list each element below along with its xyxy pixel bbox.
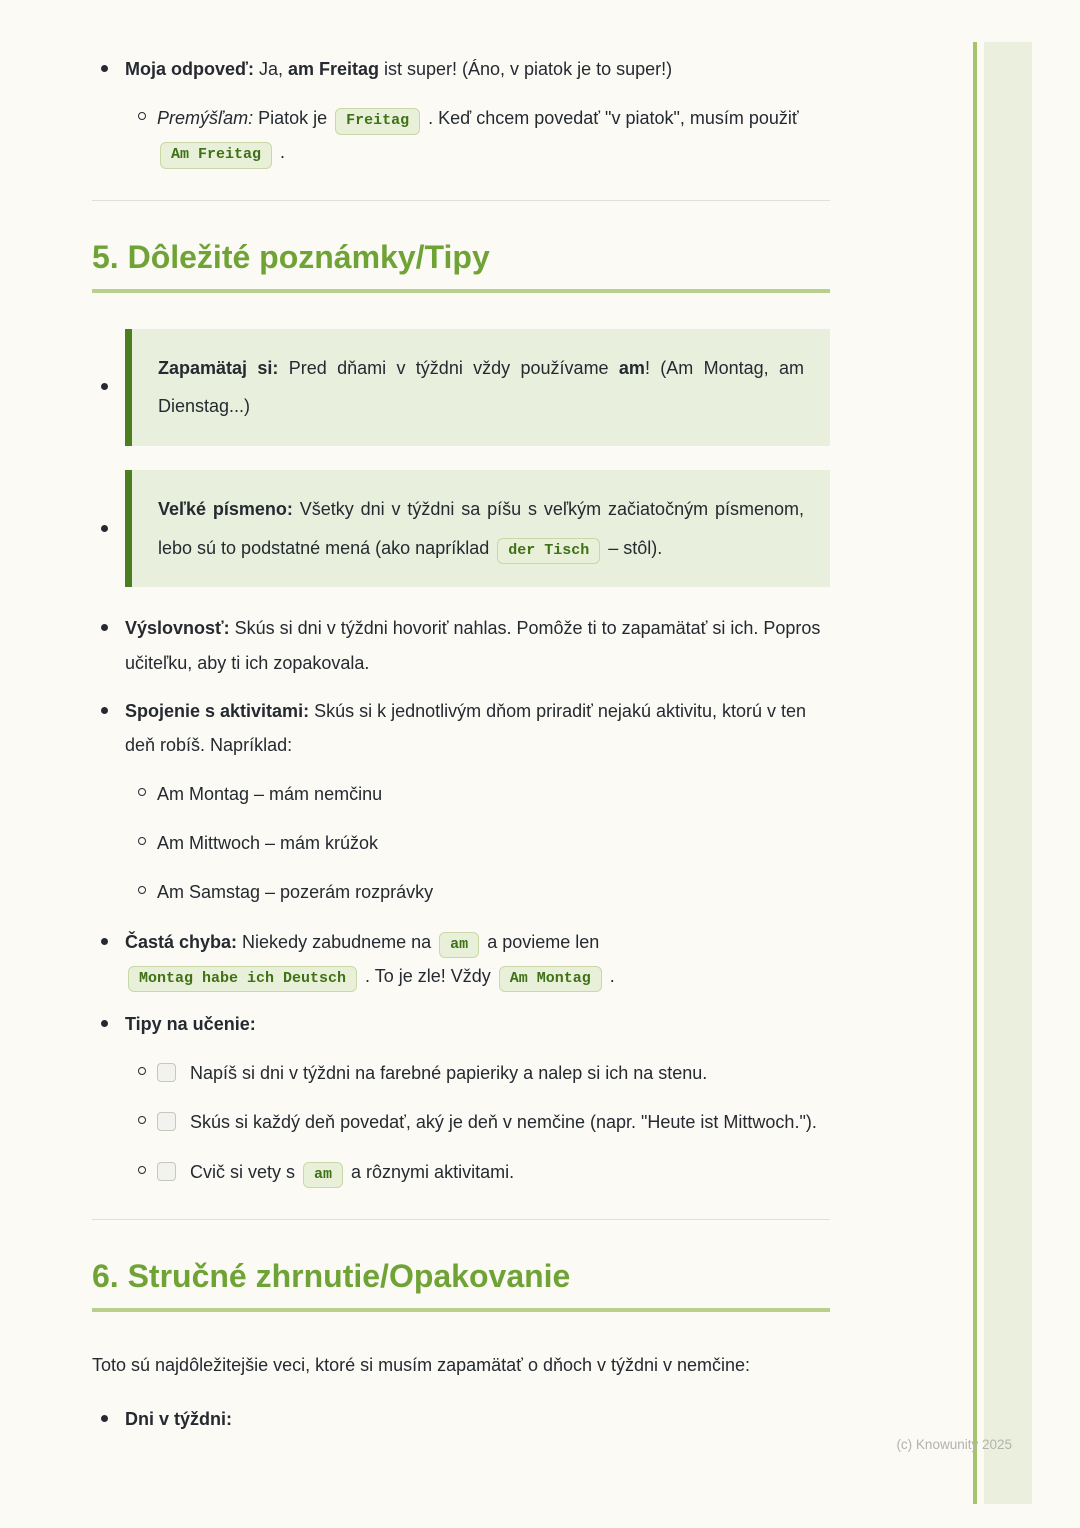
checkbox[interactable] (157, 1063, 176, 1082)
checkbox[interactable] (157, 1162, 176, 1181)
list-item-monday-example (127, 777, 830, 811)
intro-list (92, 52, 830, 170)
answer-text: Moja odpoveď: Ja, am Freitag ist super! (Áno, v piatok je to super!) (125, 59, 673, 79)
summary-intro: Toto sú najdôležitejšie veci, ktoré si musím zapamätať o dňoch v týždni v nemčine: (92, 1354, 751, 1375)
thinking-text: Premýšľam: Piatok je Freitag . Keď chcem povedať "v piatok", musím použiť Am Freitag . (157, 101, 830, 169)
checkbox[interactable] (157, 1112, 176, 1131)
list-item-thinking (127, 101, 830, 169)
list-item-activities (92, 694, 830, 910)
list-item-answer (92, 52, 830, 170)
callout-capitalization (125, 470, 830, 587)
inline-code-chip: Freitag (335, 108, 420, 135)
intro-sublist (127, 101, 830, 169)
footer-credit: (c) Knowunity 2025 (896, 1437, 1012, 1452)
section-6-heading: 6. Stručné zhrnutie/Opakovanie (92, 1256, 830, 1312)
inline-code-chip: am (439, 932, 479, 959)
inline-code-chip: der Tisch (497, 538, 600, 565)
learning-tips-checklist (127, 1056, 830, 1189)
list-item-pronunciation (92, 611, 830, 679)
checklist-item-practice (127, 1155, 830, 1189)
checklist-item-daily-say-text: Skús si každý deň povedať, aký je deň v nemčine (napr. "Heute ist Mittwoch."). (190, 1112, 817, 1133)
tips-list (92, 329, 830, 1189)
saturday-example-text: Am Samstag – pozerám rozprávky (157, 882, 434, 903)
content-area (92, 38, 830, 1450)
callout-capitalization-text: Veľké písmeno: Všetky dni v týždni sa píšu s veľkým začiatočným písmenom, lebo sú to podstatné mená (ako napríklad der Tisch – stôl). (158, 490, 804, 567)
list-item-wednesday-example (127, 826, 830, 860)
inline-code-chip: Am Freitag (160, 142, 272, 169)
inline-code-chip: Montag habe ich Deutsch (128, 966, 357, 993)
callout-remember (125, 329, 830, 446)
list-item-days (92, 1402, 830, 1436)
inline-code-chip: am (303, 1162, 343, 1189)
section-divider (92, 200, 830, 201)
checklist-item-daily-say (127, 1105, 830, 1139)
inline-code-chip: Am Montag (499, 966, 602, 993)
days-label: Dni v týždni: (125, 1408, 232, 1429)
monday-example-text: Am Montag – mám nemčinu (157, 784, 383, 805)
summary-list (92, 1402, 830, 1436)
section-5-heading: 5. Dôležité poznámky/Tipy (92, 237, 830, 293)
list-item-capitalization (92, 470, 830, 587)
checklist-item-papers-text: Napíš si dni v týždni na farebné papieriky a nalep si ich na stenu. (190, 1063, 708, 1084)
learning-tips-label: Tipy na učenie: (125, 1014, 256, 1034)
right-accent-line (973, 42, 977, 1504)
list-item-saturday-example (127, 875, 830, 909)
list-item-remember (92, 329, 830, 446)
wednesday-example-text: Am Mittwoch – mám krúžok (157, 833, 379, 854)
activity-examples-list (127, 777, 830, 910)
right-margin-strip (984, 42, 1032, 1504)
mistake-text: Častá chyba: Niekedy zabudneme na am a povieme len Montag habe ich Deutsch . To je zle! Vždy Am Montag . (125, 925, 830, 993)
callout-remember-text: Zapamätaj si: Pred dňami v týždni vždy používame am! (Am Montag, am Dienstag...) (158, 357, 805, 417)
checklist-item-practice-text: Cvič si vety s am a rôznymi aktivitami. (190, 1162, 514, 1182)
activities-text: Spojenie s aktivitami: Skús si k jednotlivým dňom priradiť nejakú aktivitu, ktorú v ten deň robíš. Napríklad: (125, 700, 807, 755)
checklist-item-papers (127, 1056, 830, 1090)
list-item-mistake (92, 925, 830, 993)
section-divider (92, 1219, 830, 1220)
pronunciation-text: Výslovnosť: Skús si dni v týždni hovoriť nahlas. Pomôže ti to zapamätať si ich. Popros učiteľku, aby ti ich zopakovala. (125, 618, 821, 673)
list-item-learning-tips (92, 1007, 830, 1189)
